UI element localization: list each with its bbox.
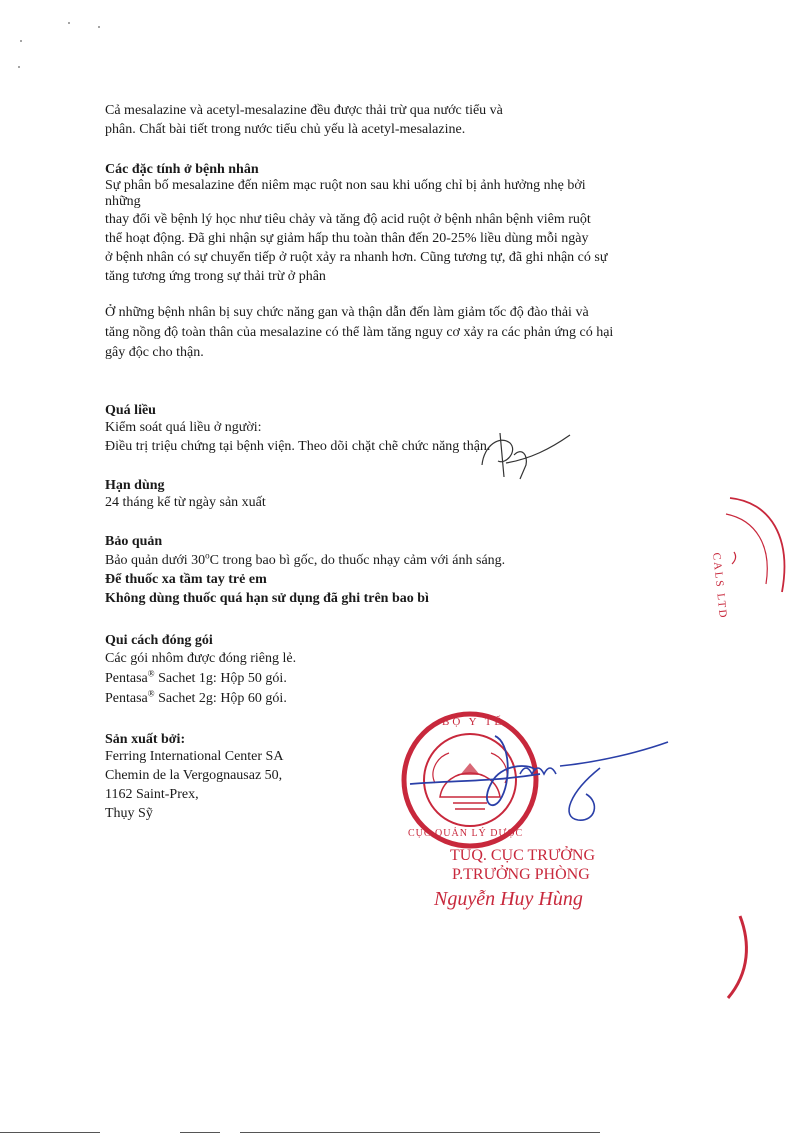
seal-top-text: BỘ Y TẾ xyxy=(442,716,505,728)
scan-speck xyxy=(18,66,20,68)
warning-children: Để thuốc xa tầm tay trẻ em xyxy=(105,572,267,587)
section-heading-patients: Các đặc tính ở bệnh nhân xyxy=(105,162,259,177)
storage-text: Bảo quản dưới 30 xyxy=(105,553,206,568)
packaging-item xyxy=(105,670,287,688)
seal-bottom-text: CỤC QUẢN LÝ DƯỢC xyxy=(408,828,524,839)
side-stamp-icon xyxy=(720,492,800,622)
scan-edge-line xyxy=(0,1132,100,1133)
section-heading-packaging: Qui cách đóng gói xyxy=(105,633,213,648)
scan-speck xyxy=(20,40,22,42)
manufacturer-line: Thụy Sỹ xyxy=(105,806,153,821)
paragraph-line: gây độc cho thận. xyxy=(105,345,204,360)
signer-title-2: P.TRƯỞNG PHÒNG xyxy=(452,866,590,883)
section-heading-overdose: Quá liều xyxy=(105,403,156,418)
signer-name: Nguyễn Huy Hùng xyxy=(434,888,583,910)
packaging-line: Các gói nhôm được đóng riêng lẻ. xyxy=(105,651,297,666)
edge-stamp-icon xyxy=(720,912,760,1002)
signer-title-1: TUQ. CỤC TRƯỞNG xyxy=(450,847,596,864)
pack-description: Sachet 2g: Hộp 60 gói. xyxy=(154,691,287,706)
paragraph-line: Ở những bệnh nhân bị suy chức năng gan và thận dẫn đến làm giảm tốc độ đào thải và xyxy=(105,305,589,320)
intro-line: phân. Chất bài tiết trong nước tiểu chủ yếu là acetyl-mesalazine. xyxy=(105,122,466,137)
paragraph-line: những xyxy=(105,194,141,209)
paragraph-line: ở bệnh nhân có sự chuyển tiếp ở ruột xảy ra nhanh hơn. Cũng tương tự, đã ghi nhận có sự xyxy=(105,250,608,265)
degree-mark: o xyxy=(205,550,210,561)
section-heading-expiry: Hạn dùng xyxy=(105,478,165,493)
section-heading-manufacturer: Sản xuất bởi: xyxy=(105,732,186,747)
pack-description: Sachet 1g: Hộp 50 gói. xyxy=(154,671,287,686)
manufacturer-line: 1162 Saint-Prex, xyxy=(105,787,199,802)
intro-line: Cả mesalazine và acetyl-mesalazine đều được thải trừ qua nước tiểu và xyxy=(105,103,503,118)
paragraph-line: tăng tương ứng trong sự thải trừ ở phân xyxy=(105,269,326,284)
paragraph-line: tăng nồng độ toàn thân của mesalazine có thể làm tăng nguy cơ xảy ra các phản ứng có hại xyxy=(105,325,614,340)
product-name: Pentasa xyxy=(105,671,148,686)
paragraph-line: Sự phân bố mesalazine đến niêm mạc ruột non sau khi uống chỉ bị ảnh hưởng nhẹ bởi xyxy=(105,178,586,193)
paragraph-line: thay đổi về bệnh lý học như tiêu chảy và tăng độ acid ruột ở bệnh nhân bệnh viêm ruột xyxy=(105,212,591,227)
scan-speck xyxy=(98,26,100,28)
manufacturer-line: Chemin de la Vergognausaz 50, xyxy=(105,768,283,783)
side-stamp-text: CALS LTD xyxy=(710,552,730,621)
expiry-line: 24 tháng kể từ ngày sản xuất xyxy=(105,495,266,510)
initials-scribble xyxy=(470,425,580,485)
paragraph-line: thể hoạt động. Đã ghi nhận sự giảm hấp thu toàn thân đến 20-25% liều dùng mỗi ngày xyxy=(105,231,589,246)
storage-line xyxy=(105,552,505,570)
scan-edge-line xyxy=(180,1132,220,1133)
overdose-line: Điều trị triệu chứng tại bệnh viện. Theo dõi chặt chẽ chức năng thận. xyxy=(105,439,491,454)
scan-speck xyxy=(68,22,70,24)
registered-mark: ® xyxy=(147,668,155,679)
signature-scribble xyxy=(400,722,670,832)
packaging-item xyxy=(105,690,287,708)
manufacturer-line: Ferring International Center SA xyxy=(105,749,284,764)
product-name: Pentasa xyxy=(105,691,148,706)
storage-text: C trong bao bì gốc, do thuốc nhạy cảm với ánh sáng. xyxy=(209,553,506,568)
overdose-line: Kiểm soát quá liều ở người: xyxy=(105,420,262,435)
section-heading-storage: Bảo quản xyxy=(105,534,163,549)
warning-expiry: Không dùng thuốc quá hạn sử dụng đã ghi trên bao bì xyxy=(105,591,429,606)
scan-edge-line xyxy=(240,1132,600,1133)
registered-mark: ® xyxy=(147,688,155,699)
